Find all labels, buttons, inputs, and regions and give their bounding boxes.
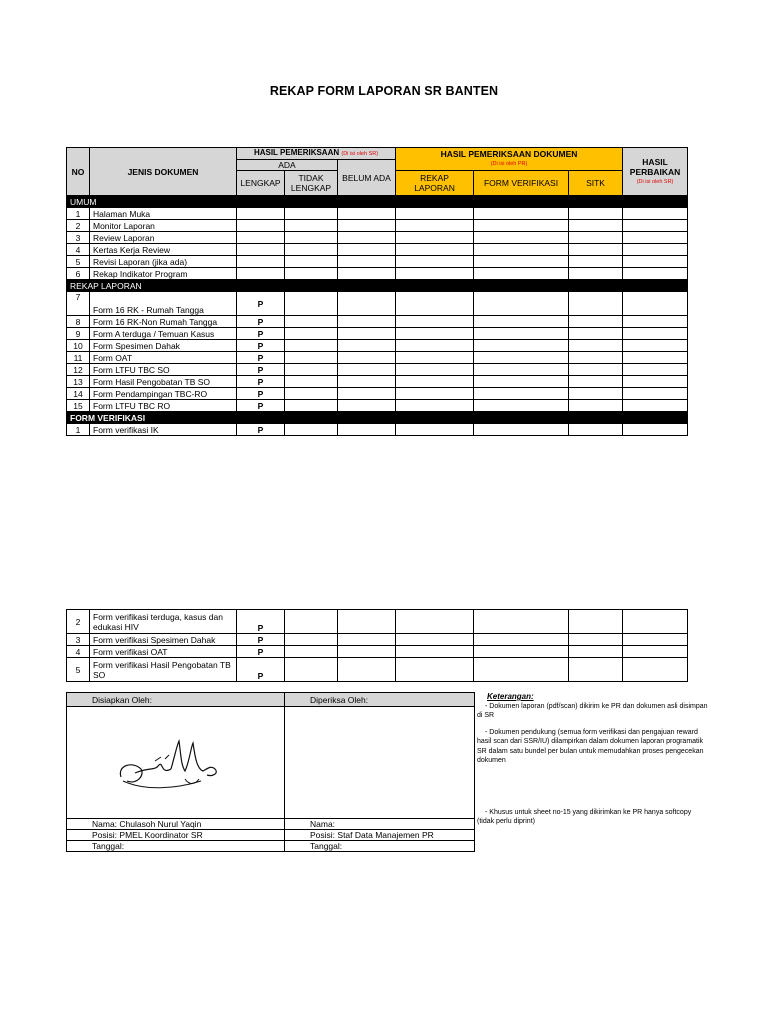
section-rekap-laporan: REKAP LAPORAN [67, 280, 688, 292]
empty-cell [285, 424, 338, 436]
empty-cell [474, 424, 569, 436]
empty-cell [474, 328, 569, 340]
empty-cell [623, 256, 688, 268]
empty-cell [338, 364, 396, 376]
signature-area [67, 707, 285, 819]
row-number: 13 [67, 376, 90, 388]
empty-cell [285, 610, 338, 634]
table-row [67, 220, 688, 232]
empty-cell [338, 208, 396, 220]
table-row [67, 232, 688, 244]
row-number: 11 [67, 352, 90, 364]
empty-cell [338, 244, 396, 256]
empty-cell [623, 400, 688, 412]
empty-cell [623, 316, 688, 328]
empty-cell [338, 646, 396, 658]
row-number: 1 [67, 424, 90, 436]
empty-cell [569, 268, 623, 280]
empty-cell [285, 634, 338, 646]
empty-cell [338, 256, 396, 268]
empty-cell [474, 232, 569, 244]
empty-cell [569, 340, 623, 352]
empty-cell [569, 646, 623, 658]
table-row [67, 610, 688, 634]
empty-cell [474, 610, 569, 634]
empty-cell [396, 364, 474, 376]
lengkap-mark: P [237, 364, 285, 376]
row-number: 9 [67, 328, 90, 340]
empty-cell [285, 244, 338, 256]
empty-cell [338, 400, 396, 412]
empty-cell [338, 610, 396, 634]
empty-cell [569, 634, 623, 646]
empty-cell [569, 424, 623, 436]
empty-cell [338, 292, 396, 316]
empty-cell [569, 292, 623, 316]
lengkap-mark [237, 208, 285, 220]
empty-cell [474, 352, 569, 364]
lengkap-mark: P [237, 400, 285, 412]
row-number: 8 [67, 316, 90, 328]
document-name: Form 16 RK-Non Rumah Tangga [90, 316, 237, 328]
document-name: Form Pendampingan TBC-RO [90, 388, 237, 400]
lengkap-mark [237, 244, 285, 256]
empty-cell [396, 244, 474, 256]
empty-cell [623, 424, 688, 436]
row-number: 5 [67, 658, 90, 682]
row-number: 7 [67, 292, 90, 316]
empty-cell [338, 376, 396, 388]
row-number: 15 [67, 400, 90, 412]
empty-cell [338, 232, 396, 244]
document-name: Form Hasil Pengobatan TB SO [90, 376, 237, 388]
empty-cell [396, 268, 474, 280]
empty-cell [474, 316, 569, 328]
empty-cell [569, 364, 623, 376]
note-2: - Dokumen pendukung (semua form verifikasi dan pengajuan reward hasil scan dari SSR/IU) dilampirkan dalam dokumen laporan programatik SR dalam satu bundel per bulan untuk memudahkan proses pengecekan dokumen [477, 728, 704, 764]
empty-cell [338, 658, 396, 682]
empty-cell [285, 352, 338, 364]
empty-cell [396, 208, 474, 220]
row-number: 4 [67, 244, 90, 256]
empty-cell [338, 316, 396, 328]
lengkap-mark: P [237, 658, 285, 682]
preparer-date: Tanggal: [67, 841, 285, 852]
empty-cell [569, 376, 623, 388]
empty-cell [474, 634, 569, 646]
empty-cell [474, 658, 569, 682]
row-number: 4 [67, 646, 90, 658]
checker-position: Posisi: Staf Data Manajemen PR [285, 830, 475, 841]
empty-cell [623, 292, 688, 316]
preparer-name: Nama: Chulasoh Nurul Yaqin [67, 819, 285, 830]
signature-table [66, 692, 475, 852]
form-verifikasi-table [66, 609, 688, 682]
lengkap-mark: P [237, 328, 285, 340]
lengkap-mark: P [237, 634, 285, 646]
col-hasil-pemeriksaan: HASIL PEMERIKSAAN (Di isi oleh SR) [237, 148, 396, 160]
document-name: Review Laporan [90, 232, 237, 244]
document-name: Halaman Muka [90, 208, 237, 220]
empty-cell [285, 364, 338, 376]
empty-cell [569, 658, 623, 682]
empty-cell [396, 376, 474, 388]
lengkap-mark: P [237, 352, 285, 364]
empty-cell [623, 610, 688, 634]
empty-cell [623, 340, 688, 352]
empty-cell [285, 256, 338, 268]
document-name: Form verifikasi Spesimen Dahak [90, 634, 237, 646]
empty-cell [569, 610, 623, 634]
table-row [67, 352, 688, 364]
empty-cell [285, 328, 338, 340]
lengkap-mark: P [237, 292, 285, 316]
document-name: Form LTFU TBC SO [90, 364, 237, 376]
checked-by-label: Diperiksa Oleh: [285, 693, 475, 707]
lengkap-mark: P [237, 388, 285, 400]
col-sitk: SITK [569, 171, 623, 196]
lengkap-mark: P [237, 610, 285, 634]
empty-cell [396, 316, 474, 328]
empty-cell [285, 232, 338, 244]
empty-cell [338, 352, 396, 364]
empty-cell [623, 646, 688, 658]
empty-cell [285, 268, 338, 280]
lengkap-mark [237, 256, 285, 268]
empty-cell [474, 364, 569, 376]
empty-cell [285, 646, 338, 658]
empty-cell [623, 388, 688, 400]
document-name: Form verifikasi OAT [90, 646, 237, 658]
empty-cell [285, 658, 338, 682]
empty-cell [623, 220, 688, 232]
checker-date: Tanggal: [285, 841, 475, 852]
empty-cell [396, 400, 474, 412]
empty-cell [396, 646, 474, 658]
col-lengkap: LENGKAP [237, 171, 285, 196]
empty-cell [623, 658, 688, 682]
empty-cell [396, 634, 474, 646]
document-name: Form verifikasi terduga, kasus dan edukasi HIV [90, 610, 237, 634]
document-name: Rekap Indikator Program [90, 268, 237, 280]
table-row [67, 244, 688, 256]
table-row [67, 646, 688, 658]
table-row [67, 328, 688, 340]
document-name: Form 16 RK - Rumah Tangga [90, 292, 237, 316]
empty-cell [285, 376, 338, 388]
empty-cell [396, 352, 474, 364]
empty-cell [396, 232, 474, 244]
col-ada: ADA [237, 160, 338, 171]
note-1: - Dokumen laporan (pdf/scan) dikirim ke PR dan dokumen asli disimpan di SR [477, 702, 708, 719]
row-number: 2 [67, 610, 90, 634]
empty-cell [474, 340, 569, 352]
empty-cell [623, 352, 688, 364]
col-hasil-perbaikan: HASIL PERBAIKAN (Di isi oleh SR) [623, 148, 688, 196]
col-form-verifikasi: FORM VERIFIKASI [474, 171, 569, 196]
form-rows-bottom [67, 610, 688, 682]
empty-cell [285, 316, 338, 328]
document-name: Form OAT [90, 352, 237, 364]
table-row [67, 424, 688, 436]
lengkap-mark [237, 268, 285, 280]
empty-cell [569, 232, 623, 244]
lengkap-mark: P [237, 316, 285, 328]
form-rows-top [67, 424, 688, 436]
empty-cell [623, 232, 688, 244]
empty-cell [396, 610, 474, 634]
empty-cell [474, 268, 569, 280]
document-name: Form verifikasi Hasil Pengobatan TB SO [90, 658, 237, 682]
col-hasil-dokumen: HASIL PEMERIKSAAN DOKUMEN (Di isi oleh PR) [396, 148, 623, 171]
empty-cell [623, 208, 688, 220]
lengkap-mark [237, 232, 285, 244]
empty-cell [623, 328, 688, 340]
row-number: 3 [67, 232, 90, 244]
empty-cell [396, 658, 474, 682]
empty-cell [569, 244, 623, 256]
table-row [67, 256, 688, 268]
rekap-rows [67, 292, 688, 412]
document-name: Form Spesimen Dahak [90, 340, 237, 352]
checker-name: Nama: [285, 819, 475, 830]
empty-cell [569, 328, 623, 340]
col-rekap-laporan: REKAP LAPORAN [396, 171, 474, 196]
table-row [67, 316, 688, 328]
empty-cell [569, 316, 623, 328]
document-name: Form verifikasi IK [90, 424, 237, 436]
col-no: NO [67, 148, 90, 196]
row-number: 12 [67, 364, 90, 376]
empty-cell [338, 634, 396, 646]
empty-cell [396, 328, 474, 340]
note-3: - Khusus untuk sheet no-15 yang dikirimkan ke PR hanya softcopy (tidak perlu diprint) [477, 808, 692, 825]
empty-cell [338, 268, 396, 280]
row-number: 6 [67, 268, 90, 280]
umum-rows [67, 208, 688, 280]
empty-cell [474, 208, 569, 220]
empty-cell [474, 220, 569, 232]
lengkap-mark: P [237, 646, 285, 658]
empty-cell [569, 208, 623, 220]
empty-cell [474, 244, 569, 256]
table-row [67, 292, 688, 316]
col-tidak-lengkap: TIDAK LENGKAP [285, 171, 338, 196]
document-name: Form A terduga / Temuan Kasus [90, 328, 237, 340]
page-title: REKAP FORM LAPORAN SR BANTEN [269, 84, 499, 98]
table-row [67, 634, 688, 646]
document-name: Kertas Kerja Review [90, 244, 237, 256]
preparer-position: Posisi: PMEL Koordinator SR [67, 830, 285, 841]
row-number: 5 [67, 256, 90, 268]
empty-cell [569, 388, 623, 400]
row-number: 10 [67, 340, 90, 352]
empty-cell [474, 376, 569, 388]
empty-cell [338, 220, 396, 232]
table-row [67, 388, 688, 400]
empty-cell [569, 400, 623, 412]
empty-cell [623, 634, 688, 646]
empty-cell [396, 292, 474, 316]
empty-cell [338, 388, 396, 400]
document-name: Form LTFU TBC RO [90, 400, 237, 412]
empty-cell [338, 328, 396, 340]
empty-cell [396, 340, 474, 352]
empty-cell [623, 244, 688, 256]
empty-cell [338, 340, 396, 352]
handwritten-signature [115, 735, 225, 795]
row-number: 3 [67, 634, 90, 646]
empty-cell [396, 388, 474, 400]
table-row [67, 268, 688, 280]
table-row [67, 364, 688, 376]
empty-cell [338, 424, 396, 436]
lengkap-mark: P [237, 376, 285, 388]
empty-cell [474, 388, 569, 400]
empty-cell [285, 292, 338, 316]
empty-cell [569, 220, 623, 232]
empty-cell [285, 340, 338, 352]
prepared-by-label: Disiapkan Oleh: [67, 693, 285, 707]
table-row [67, 376, 688, 388]
empty-cell [285, 208, 338, 220]
notes-heading: Keterangan: [487, 692, 534, 701]
col-jenis: JENIS DOKUMEN [90, 148, 237, 196]
empty-cell [285, 388, 338, 400]
table-row [67, 400, 688, 412]
lengkap-mark [237, 220, 285, 232]
row-number: 1 [67, 208, 90, 220]
lengkap-mark: P [237, 424, 285, 436]
section-form-verifikasi: FORM VERIFIKASI [67, 412, 688, 424]
empty-cell [474, 292, 569, 316]
empty-cell [569, 256, 623, 268]
col-belum-ada: BELUM ADA [338, 160, 396, 196]
document-name: Monitor Laporan [90, 220, 237, 232]
empty-cell [396, 424, 474, 436]
row-number: 14 [67, 388, 90, 400]
empty-cell [285, 400, 338, 412]
table-row [67, 340, 688, 352]
empty-cell [474, 256, 569, 268]
empty-cell [623, 268, 688, 280]
section-umum: UMUM [67, 196, 688, 208]
document-name: Revisi Laporan (jika ada) [90, 256, 237, 268]
table-row [67, 208, 688, 220]
empty-cell [396, 220, 474, 232]
empty-cell [396, 256, 474, 268]
empty-cell [474, 400, 569, 412]
empty-cell [285, 220, 338, 232]
empty-cell [474, 646, 569, 658]
checker-signature-area [285, 707, 475, 819]
lengkap-mark: P [237, 340, 285, 352]
rekap-table [66, 147, 688, 436]
empty-cell [569, 352, 623, 364]
row-number: 2 [67, 220, 90, 232]
empty-cell [623, 376, 688, 388]
notes-panel [477, 692, 709, 827]
empty-cell [623, 364, 688, 376]
table-row [67, 658, 688, 682]
